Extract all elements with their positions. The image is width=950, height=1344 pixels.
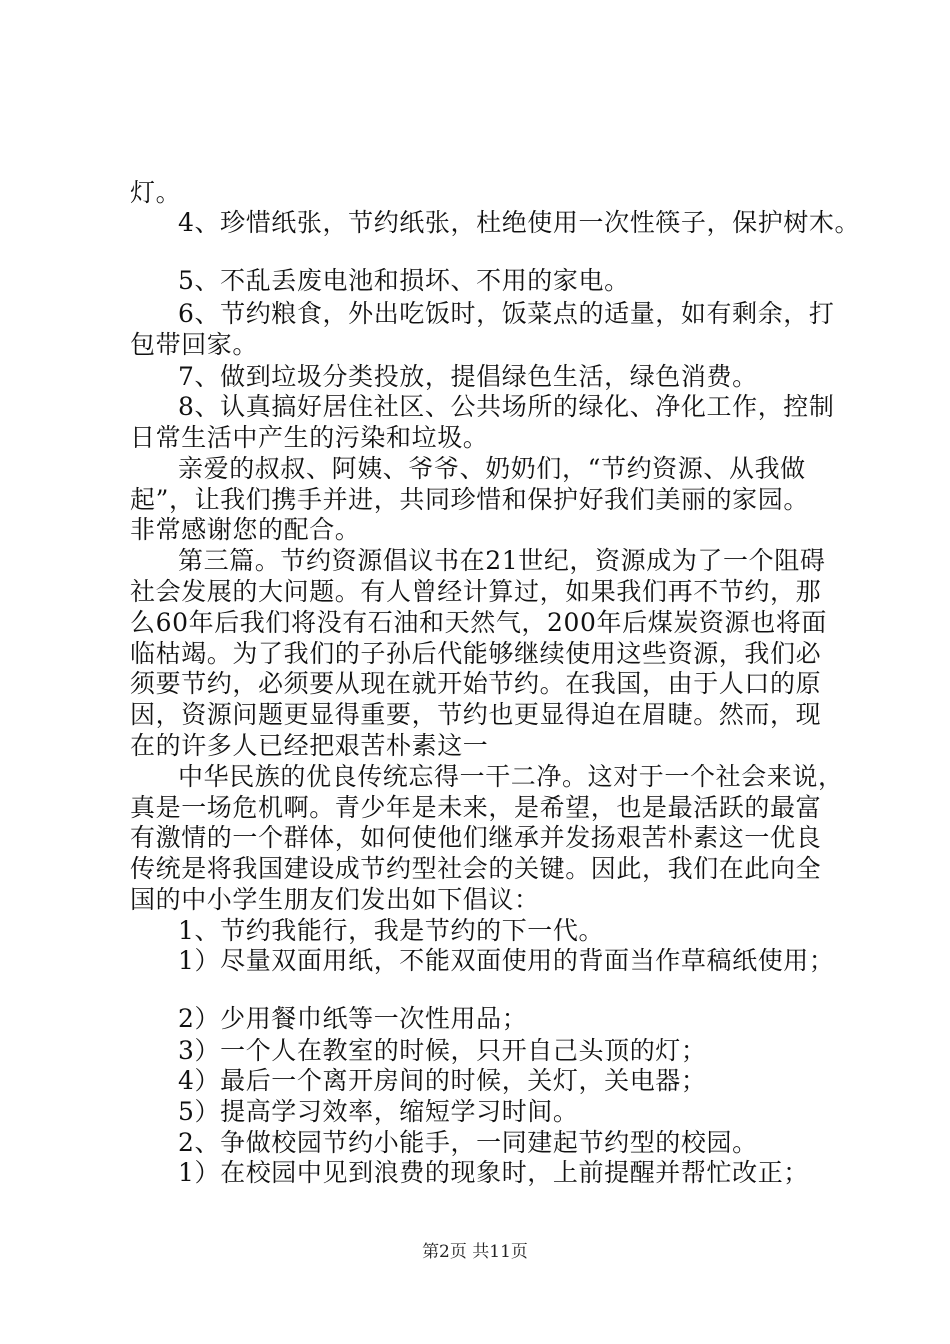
text-line: 1）在校园中见到浪费的现象时，上前提醒并帮忙改正；	[178, 1158, 809, 1187]
text-line: 8、认真搞好居住社区、公共场所的绿化、净化工作，控制	[178, 392, 835, 421]
text-line: 日常生活中产生的污染和垃圾。	[130, 423, 489, 452]
text-line: 须要节约，必须要从现在就开始节约。在我国，由于人口的原	[130, 669, 822, 698]
text-line: 起”，让我们携手并进，共同珍惜和保护好我们美丽的家园。	[130, 485, 809, 514]
text-line: 3）一个人在教室的时候，只开自己头顶的灯；	[178, 1036, 707, 1065]
text-line: 2）少用餐巾纸等一次性用品；	[178, 1004, 528, 1033]
text-line: 4、珍惜纸张，节约纸张，杜绝使用一次性筷子，保护树木。	[178, 208, 861, 237]
text-line: 7、做到垃圾分类投放，提倡绿色生活，绿色消费。	[178, 362, 758, 391]
text-line: 灯。	[130, 178, 182, 207]
text-line: 非常感谢您的配合。	[130, 515, 361, 544]
page-number-footer: 第2页 共11页	[422, 1242, 528, 1262]
text-line: 2、争做校园节约小能手，一同建起节约型的校园。	[178, 1128, 758, 1157]
text-line: 第三篇。节约资源倡议书在21世纪，资源成为了一个阻碍	[178, 546, 826, 575]
text-line: 1、节约我能行，我是节约的下一代。	[178, 916, 605, 945]
text-line: 传统是将我国建设成节约型社会的关键。因此，我们在此向全	[130, 854, 822, 883]
text-line: 社会发展的大问题。有人曾经计算过，如果我们再不节约，那	[130, 577, 822, 606]
text-line: 5、不乱丢废电池和损坏、不用的家电。	[178, 266, 630, 295]
text-line: 亲爱的叔叔、阿姨、爷爷、奶奶们，“节约资源、从我做	[178, 454, 806, 483]
text-line: 因，资源问题更显得重要，节约也更显得迫在眉睫。然而，现	[130, 700, 822, 729]
text-line: 在的许多人已经把艰苦朴素这一	[130, 731, 489, 760]
text-line: 4）最后一个离开房间的时候，关灯，关电器；	[178, 1066, 707, 1095]
text-line: 国的中小学生朋友们发出如下倡议：	[130, 885, 540, 914]
text-line: 6、节约粮食，外出吃饭时，饭菜点的适量，如有剩余，打	[178, 299, 835, 328]
text-line: 中华民族的优良传统忘得一干二净。这对于一个社会来说，	[178, 762, 844, 791]
text-line: 临枯竭。为了我们的子孙后代能够继续使用这些资源，我们必	[130, 639, 822, 668]
text-line: 1）尽量双面用纸，不能双面使用的背面当作草稿纸使用；	[178, 946, 835, 975]
text-line: 有激情的一个群体，如何使他们继承并发扬艰苦朴素这一优良	[130, 823, 822, 852]
text-line: 5）提高学习效率，缩短学习时间。	[178, 1097, 579, 1126]
text-line: 包带回家。	[130, 330, 259, 359]
text-line: 真是一场危机啊。青少年是未来，是希望，也是最活跃的最富	[130, 793, 822, 822]
text-line: 么60年后我们将没有石油和天然气，200年后煤炭资源也将面	[130, 608, 827, 637]
